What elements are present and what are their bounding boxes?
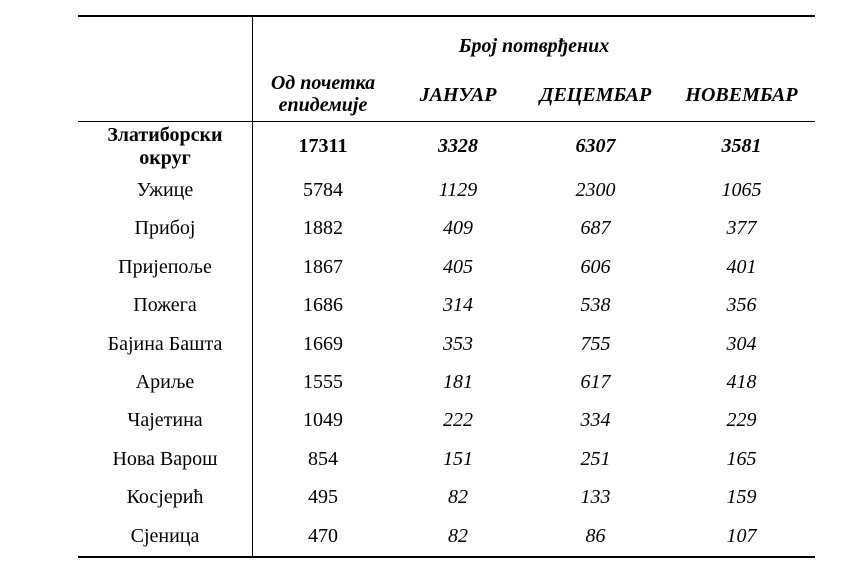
total-value: 1049: [303, 409, 343, 432]
total-value: 1555: [303, 371, 343, 393]
header-total-line1: Од почетка: [270, 72, 376, 94]
total-value: 854: [308, 447, 338, 470]
municipality-name: Пожега: [133, 294, 197, 317]
january-value: 314: [443, 294, 473, 317]
header-january: ЈАНУАР: [419, 84, 497, 106]
header-december: ДЕЦЕМБАР: [539, 84, 652, 106]
december-value: 86: [585, 524, 606, 547]
total-value: 1669: [303, 332, 343, 355]
header-group-label: Број потврђених: [458, 35, 610, 57]
total-value: 495: [308, 486, 338, 509]
municipality-name: Прибој: [134, 217, 196, 240]
january-value: 82: [448, 486, 468, 509]
municipality-name: Бајина Башта: [107, 332, 223, 355]
municipality-name: Пријепоље: [118, 255, 212, 278]
december-value: 755: [580, 332, 611, 355]
january-value: 1129: [438, 179, 478, 201]
municipality-name: Ариље: [135, 371, 195, 393]
municipality-name: Ужице: [136, 179, 194, 201]
january-value: 181: [443, 371, 473, 393]
november-value: 229: [726, 409, 757, 432]
municipality-name: Нова Варош: [112, 447, 218, 470]
header-total-line2: епидемије: [278, 94, 368, 116]
total-value: 1882: [303, 217, 343, 240]
november-value: 159: [726, 486, 757, 509]
november-value: 418: [726, 371, 757, 393]
december-value: 2300: [575, 179, 616, 201]
january-value: 222: [443, 409, 473, 432]
data-table: [78, 15, 815, 558]
december-value: 538: [580, 294, 611, 317]
january-value: 409: [443, 217, 473, 240]
december-value: 687: [580, 217, 611, 240]
summary-december: 6307: [575, 135, 616, 157]
november-value: 401: [726, 255, 757, 278]
november-value: 304: [726, 332, 757, 355]
november-value: 356: [726, 294, 757, 317]
total-value: 5784: [303, 179, 343, 201]
summary-name-line1: Златиборски: [107, 124, 223, 146]
summary-total: 17311: [298, 135, 348, 157]
header-november: НОВЕМБАР: [685, 84, 798, 106]
municipality-name: Чајетина: [127, 409, 203, 432]
december-value: 251: [580, 447, 611, 470]
november-value: 1065: [721, 179, 762, 201]
november-value: 377: [726, 217, 757, 240]
total-value: 470: [308, 524, 338, 547]
total-value: 1686: [303, 294, 343, 317]
november-value: 165: [726, 447, 757, 470]
summary-january: 3328: [438, 135, 478, 157]
january-value: 353: [443, 332, 473, 355]
january-value: 151: [443, 447, 473, 470]
november-value: 107: [726, 524, 757, 547]
december-value: 133: [580, 486, 611, 509]
december-value: 606: [580, 255, 611, 278]
total-value: 1867: [303, 255, 343, 278]
summary-november: 3581: [721, 135, 762, 157]
december-value: 334: [580, 409, 611, 432]
january-value: 82: [448, 524, 468, 547]
summary-name-line2: округ: [139, 147, 191, 169]
january-value: 405: [443, 255, 473, 278]
december-value: 617: [580, 371, 611, 393]
municipality-name: Сјеница: [130, 524, 200, 547]
municipality-name: Косјерић: [126, 486, 204, 509]
header-divider: [78, 121, 815, 122]
